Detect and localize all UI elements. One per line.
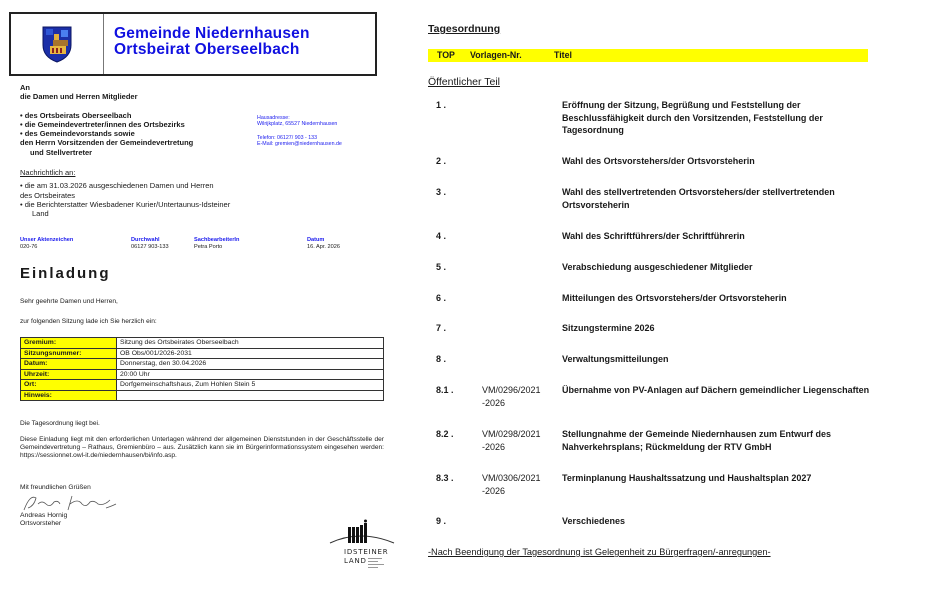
- table-row: [21, 390, 384, 401]
- address-bullet: • des Ortsbeirats Oberseelbach: [20, 110, 132, 120]
- agenda-item-title: Sitzungstermine 2026: [562, 323, 655, 333]
- agenda-item-number: 8 .: [436, 354, 447, 364]
- agenda-item-number: 2 .: [436, 156, 447, 166]
- meeting-key: Gremium:: [21, 338, 117, 349]
- address-bullet: • des Gemeindevorstands sowie: [20, 129, 135, 139]
- intro-text: zur folgenden Sitzung lade ich Sie herzlich ein:: [20, 318, 157, 325]
- meeting-key: Datum:: [21, 359, 117, 370]
- signer-role: Ortsvorsteher: [20, 520, 62, 528]
- meeting-key: Hinweis:: [21, 390, 117, 401]
- col-titel: Titel: [554, 50, 572, 60]
- ref-label: Unser Aktenzeichen: [20, 237, 74, 243]
- table-row: [21, 359, 384, 370]
- council-name: Ortsbeirat Oberseelbach: [114, 41, 300, 58]
- email-link[interactable]: E-Mail: gremien@niedernhausen.de: [257, 140, 342, 147]
- agenda-item-title: Terminplanung Haushaltssatzung und Haushaltsplan 2027: [562, 473, 812, 483]
- ref-value: Petra Porto: [194, 244, 223, 250]
- logo-line2: LAND: [344, 557, 367, 565]
- agenda-item-vorlage[interactable]: VM/0306/2021 -2026: [482, 473, 541, 496]
- cc-block: [20, 168, 230, 218]
- meeting-key: Uhrzeit:: [21, 369, 117, 380]
- recipient-address: [20, 83, 193, 157]
- address-chair: den Herrn Vorsitzenden der Gemeindevertretung: [20, 138, 194, 148]
- agenda-item-number: 6 .: [436, 293, 447, 303]
- closing: Mit freundlichen Grüßen: [20, 484, 91, 491]
- meeting-key: Ort:: [21, 380, 117, 391]
- signer-name: Andreas Hornig: [20, 512, 68, 519]
- phone: Telefon: 06127/ 903 - 133: [257, 134, 318, 141]
- agenda-item-vorlage[interactable]: VM/0298/2021 -2026: [482, 429, 541, 452]
- table-row: [21, 348, 384, 359]
- agenda-item-vorlage[interactable]: VM/0296/2021 -2026: [482, 385, 541, 408]
- address-to: die Damen und Herren Mitglieder: [20, 92, 138, 102]
- agenda-item-title: Eröffnung der Sitzung, Begrüßung und Feststellung der Beschlussfähigkeit durch den Vorsitzenden, Feststellung der Tagesordnung: [562, 100, 823, 136]
- agenda-item-title: Übernahme von PV-Anlagen auf Dächern gemeindlicher Liegenschaften: [562, 385, 870, 395]
- agenda-column-header: [428, 49, 868, 62]
- agenda-attached-note: Die Tagesordnung liegt bei.: [20, 420, 100, 427]
- col-top: TOP: [437, 50, 455, 60]
- house-address-value: Wilrijkplatz, 65527 Niedernhausen: [257, 121, 338, 128]
- house-address-label: Hausadresse:: [257, 115, 290, 121]
- agenda-item-title: Stellungnahme der Gemeinde Niedernhausen zum Entwurf des Nahverkehrsplans; Rückmeldung der RTV GmbH: [562, 429, 832, 452]
- ref-value: 06127 903-133: [131, 244, 169, 250]
- agenda-item-title: Wahl des stellvertretenden Ortsvorstehers/der stellvertretenden Ortsvorsteherin: [562, 187, 835, 210]
- ref-date: [307, 237, 340, 251]
- agenda-item-title: Verabschiedung ausgeschiedener Mitglieder: [562, 262, 753, 272]
- agenda-item-number: 5 .: [436, 262, 447, 272]
- agenda-item-number: 4 .: [436, 231, 447, 241]
- meeting-value: Donnerstag, den 30.04.2026: [117, 359, 384, 370]
- meeting-details-table: [20, 337, 384, 401]
- public-section-heading: Öffentlicher Teil: [428, 76, 500, 88]
- ref-label: Datum: [307, 237, 325, 243]
- invitation-title: Einladung: [20, 265, 111, 282]
- ref-extension: [131, 237, 169, 251]
- col-vorlage: Vorlagen-Nr.: [470, 50, 522, 60]
- cc-item: des Ortsbeirates: [20, 190, 76, 200]
- agenda-item-title: Verschiedenes: [562, 516, 626, 526]
- table-row: [21, 338, 384, 349]
- contact-block: [257, 115, 342, 147]
- agenda-item-title: Mitteilungen des Ortsvorstehers/der Ortsvorsteherin: [562, 293, 787, 303]
- agenda-item-number: 9 .: [436, 516, 447, 526]
- address-bullet: • die Gemeindevertreter/innen des Ortsbezirks: [20, 119, 185, 129]
- cc-item: • die am 31.03.2026 ausgeschiedenen Damen und Herren: [20, 181, 214, 191]
- agenda-item-title: Wahl des Schriftführers/der Schriftführerin: [562, 231, 745, 241]
- ref-value: 16. Apr. 2026: [307, 244, 340, 250]
- meeting-value: OB Obs/001/2026-2031: [117, 348, 384, 359]
- table-row: [21, 380, 384, 391]
- greeting: Sehr geehrte Damen und Herren,: [20, 298, 118, 305]
- meeting-value: [117, 390, 384, 401]
- agenda-item-number: 8.3 .: [436, 473, 454, 483]
- cc-item: • die Berichterstatter Wiesbadener Kurier/Untertaunus-Idsteiner: [20, 199, 231, 209]
- ref-file-number: [20, 237, 73, 251]
- logo-line1: IDSTEINER: [344, 548, 389, 556]
- cc-item: Land: [32, 209, 49, 219]
- agenda-item-title: Wahl des Ortsvorstehers/der Ortsvorsteherin: [562, 156, 755, 166]
- agenda-item-number: 7 .: [436, 323, 447, 333]
- meeting-key: Sitzungsnummer:: [21, 348, 117, 359]
- table-row: [21, 369, 384, 380]
- agenda-item-number: 1 .: [436, 100, 447, 110]
- ref-label: SachbearbeiterIn: [194, 237, 240, 243]
- ref-label: Durchwahl: [131, 237, 160, 243]
- ref-clerk: [194, 237, 239, 251]
- address-deputy: und Stellvertreter: [30, 147, 93, 157]
- agenda-item-number: 8.1 .: [436, 385, 454, 395]
- coat-of-arms-icon: [11, 14, 104, 74]
- idsteiner-land-logo-icon: [328, 519, 398, 575]
- agenda-item-number: 3 .: [436, 187, 447, 197]
- municipality-name: Gemeinde Niedernhausen: [114, 25, 310, 42]
- meeting-value: 20:00 Uhr: [117, 369, 384, 380]
- cc-header: Nachrichtlich an:: [20, 168, 76, 177]
- signer-block: [20, 512, 67, 529]
- agenda-item-number: 8.2 .: [436, 429, 454, 439]
- address-an: An: [20, 83, 30, 92]
- agenda-item-title: Verwaltungsmitteilungen: [562, 354, 669, 364]
- ref-value: 020-76: [20, 244, 38, 250]
- citizen-questions-note: -Nach Beendigung der Tagesordnung ist Gelegenheit zu Bürgerfragen/-anregungen-: [428, 547, 771, 557]
- meeting-value: Sitzung des Ortsbeirates Oberseelbach: [117, 338, 384, 349]
- meeting-value: Dorfgemeinschaftshaus, Zum Hohlen Stein 5: [117, 380, 384, 391]
- availability-paragraph: Diese Einladung liegt mit den erforderlichen Unterlagen während der allgemeinen Dienststunden in der Geschäftsstelle der Gemeindevertretung – Rathaus, Gremienbüro – aus. Zusätzlich kann sie im Bürgerinformationssystem eingesehen werden: https://sessionnet.owl-it.de/niedernhausen/bi/info.asp.: [20, 436, 384, 460]
- agenda-title: Tagesordnung: [428, 23, 501, 35]
- letterhead: [9, 12, 377, 76]
